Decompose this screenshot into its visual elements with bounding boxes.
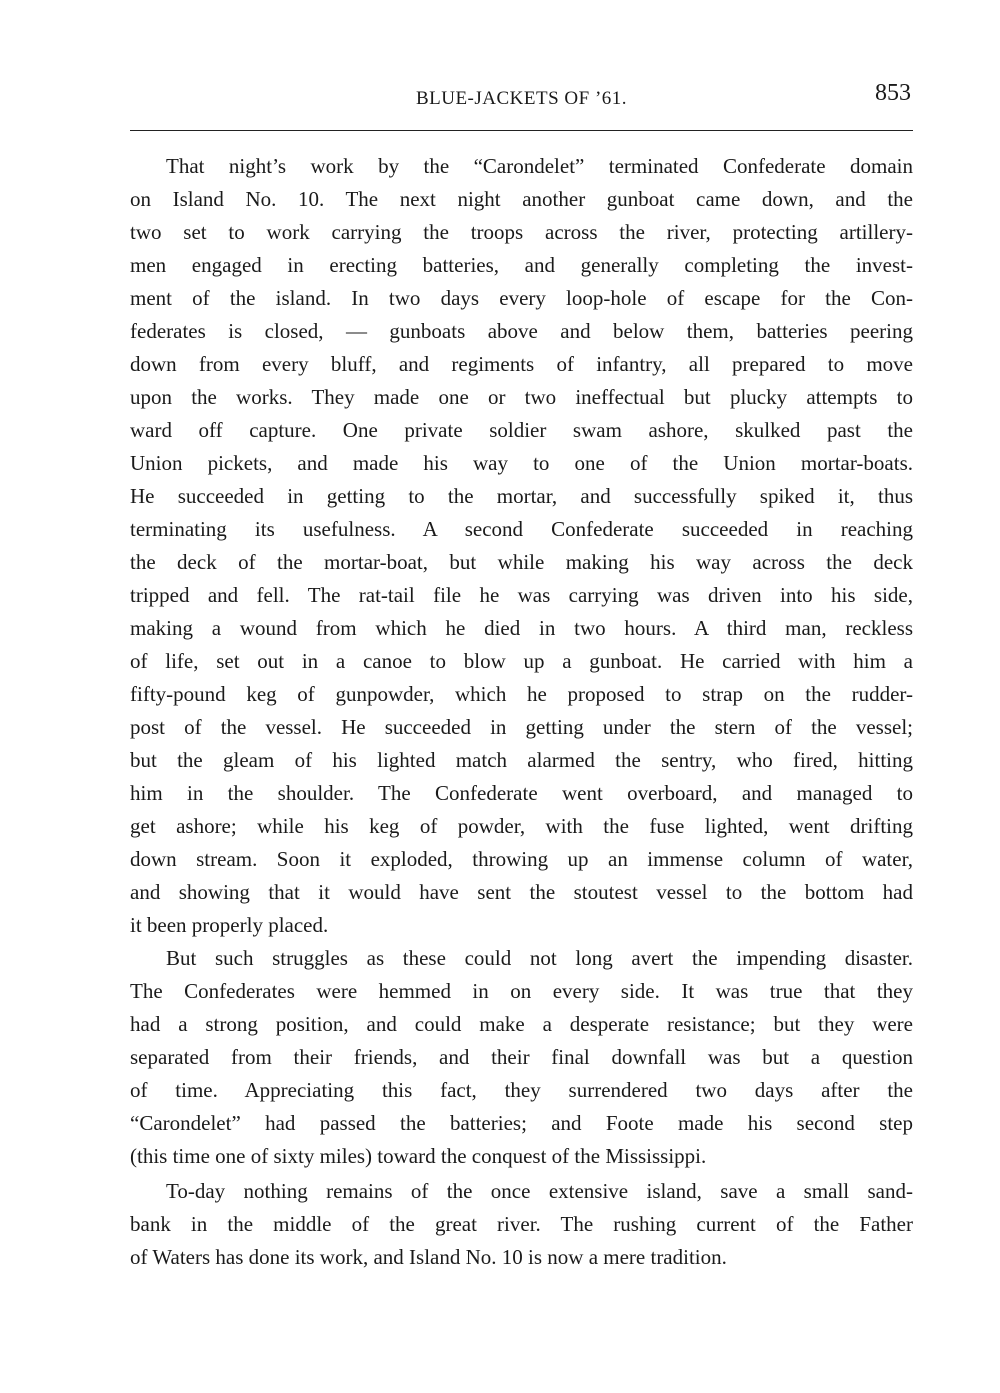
text-line: of Waters has done its work, and Island No. 10 is now a mere tradition. xyxy=(130,1245,727,1269)
text-line: get ashore; while his keg of powder, with the fuse lighted, went drifting xyxy=(130,814,913,838)
text-line: Union pickets, and made his way to one of the Union mortar-boats. xyxy=(130,451,913,475)
paragraph xyxy=(130,942,913,1173)
text-line: of time. Appreciating this fact, they surrendered two days after the xyxy=(130,1078,913,1102)
text-line: men engaged in erecting batteries, and generally completing the invest- xyxy=(130,253,913,277)
text-line: the deck of the mortar-boat, but while making his way across the deck xyxy=(130,550,913,574)
paragraph xyxy=(130,150,913,942)
paragraph xyxy=(130,1175,913,1274)
text-line: him in the shoulder. The Confederate went overboard, and managed to xyxy=(130,781,913,805)
text-line: To-day nothing remains of the once extensive island, save a small sand- xyxy=(166,1179,913,1203)
text-line: post of the vessel. He succeeded in getting under the stern of the vessel; xyxy=(130,715,913,739)
text-line: The Confederates were hemmed in on every side. It was true that they xyxy=(130,979,913,1003)
text-line: separated from their friends, and their final downfall was but a question xyxy=(130,1045,913,1069)
body-text xyxy=(130,150,913,1274)
text-line: ment of the island. In two days every loop-hole of escape for the Con- xyxy=(130,286,913,310)
text-line: down stream. Soon it exploded, throwing up an immense column of water, xyxy=(130,847,913,871)
text-line: tripped and fell. The rat-tail file he was carrying was driven into his side, xyxy=(130,583,913,607)
running-head-title: BLUE-JACKETS OF ’61. xyxy=(415,88,628,109)
text-line: on Island No. 10. The next night another gunboat came down, and the xyxy=(130,187,913,211)
text-line: ward off capture. One private soldier swam ashore, skulked past the xyxy=(130,418,913,442)
text-line: terminating its usefulness. A second Confederate succeeded in reaching xyxy=(130,517,913,541)
text-line: had a strong position, and could make a desperate resistance; but they were xyxy=(130,1012,913,1036)
text-line: but the gleam of his lighted match alarmed the sentry, who fired, hitting xyxy=(130,748,913,772)
running-head xyxy=(130,80,913,116)
text-line: of life, set out in a canoe to blow up a gunboat. He carried with him a xyxy=(130,649,913,673)
text-line: making a wound from which he died in two hours. A third man, reckless xyxy=(130,616,913,640)
header-rule xyxy=(130,130,913,131)
text-line: That night’s work by the “Carondelet” terminated Confederate domain xyxy=(166,154,913,178)
text-line: it been properly placed. xyxy=(130,913,329,937)
text-line: federates is closed, — gunboats above and below them, batteries peering xyxy=(130,319,913,343)
text-line: bank in the middle of the great river. The rushing current of the Father xyxy=(130,1212,913,1236)
text-line: But such struggles as these could not long avert the impending disaster. xyxy=(166,946,913,970)
text-line: (this time one of sixty miles) toward the conquest of the Mississippi. xyxy=(130,1144,707,1168)
text-line: fifty-pound keg of gunpowder, which he proposed to strap on the rudder- xyxy=(130,682,913,706)
text-line: down from every bluff, and regiments of infantry, all prepared to move xyxy=(130,352,913,376)
page-number: 853 xyxy=(875,80,911,106)
text-line: upon the works. They made one or two ineffectual but plucky attempts to xyxy=(130,385,913,409)
text-line: He succeeded in getting to the mortar, and successfully spiked it, thus xyxy=(130,484,913,508)
text-line: two set to work carrying the troops across the river, protecting artillery- xyxy=(130,220,913,244)
text-line: “Carondelet” had passed the batteries; and Foote made his second step xyxy=(130,1111,913,1135)
text-line: and showing that it would have sent the stoutest vessel to the bottom had xyxy=(130,880,913,904)
